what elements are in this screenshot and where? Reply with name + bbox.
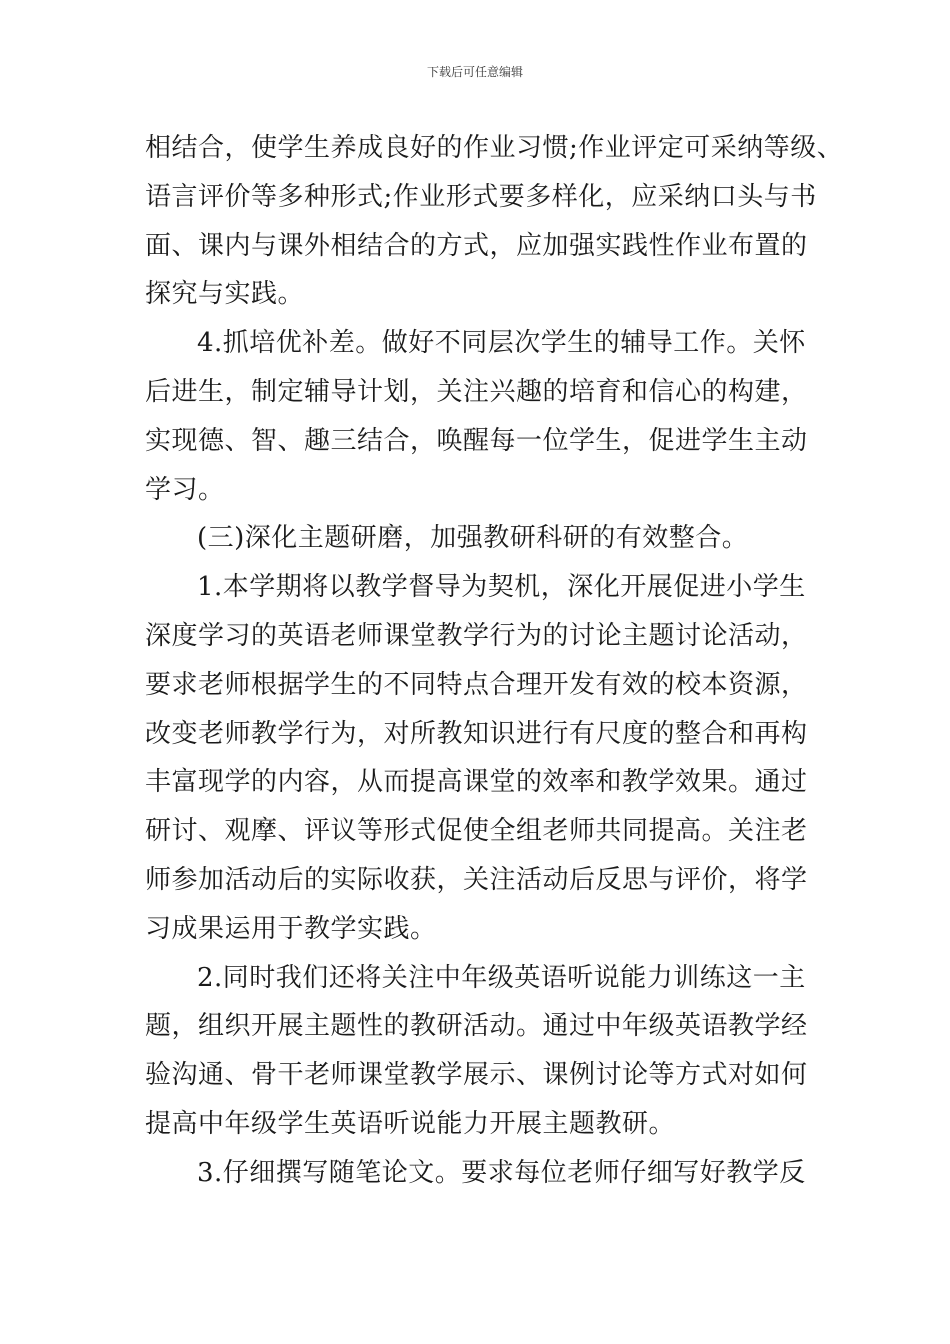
- paragraph-item-1: [145, 563, 810, 953]
- text-line: 实现德、智、趣三结合，唤醒每一位学生，促进学生主动: [145, 425, 808, 456]
- text-line: 学习。: [145, 474, 225, 505]
- text-line: 研讨、观摩、评议等形式促使全组老师共同提高。关注老: [145, 816, 808, 847]
- text-line: 深度学习的英语老师课堂教学行为的讨论主题讨论活动，: [145, 620, 808, 651]
- paragraph-item-4: [145, 319, 810, 514]
- text-line: 语言评价等多种形式;作业形式要多样化，应采纳口头与书: [145, 181, 817, 212]
- text-line: 提高中年级学生英语听说能力开展主题教研。: [145, 1108, 676, 1139]
- section-heading-3: [145, 514, 810, 563]
- text-line: 面、课内与课外相结合的方式，应加强实践性作业布置的: [145, 230, 808, 261]
- text-line: 验沟通、骨干老师课堂教学展示、课例讨论等方式对如何: [145, 1060, 808, 1091]
- text-line: 要求老师根据学生的不同特点合理开发有效的校本资源，: [145, 669, 808, 700]
- paragraph-item-3: [145, 1149, 810, 1198]
- text-line: 改变老师教学行为，对所教知识进行有尺度的整合和再构: [145, 718, 808, 749]
- text-line: 后进生，制定辅导计划，关注兴趣的培育和信心的构建，: [145, 376, 808, 407]
- text-line: 相结合，使学生养成良好的作业习惯;作业评定可采纳等级、: [145, 133, 844, 163]
- paragraph-homework-continued: [145, 124, 844, 319]
- page-header: 下载后可任意编辑: [426, 65, 523, 79]
- text-line: 探究与实践。: [145, 279, 305, 310]
- document-body: [145, 124, 844, 1198]
- text-line: 丰富现学的内容，从而提高课堂的效率和教学效果。通过: [145, 767, 808, 798]
- text-line: (三)深化主题研磨，加强教研科研的有效整合。: [197, 523, 749, 554]
- text-line: 师参加活动后的实际收获，关注活动后反思与评价，将学: [145, 864, 808, 895]
- text-line: 1.本学期将以教学督导为契机，深化开展促进小学生: [197, 572, 806, 603]
- text-line: 题，组织开展主题性的教研活动。通过中年级英语教学经: [145, 1011, 808, 1042]
- text-line: 习成果运用于教学实践。: [145, 913, 437, 944]
- text-line: 3.仔细撰写随笔论文。要求每位老师仔细写好教学反: [197, 1157, 806, 1188]
- text-line: 2.同时我们还将关注中年级英语听说能力训练这一主: [197, 962, 806, 993]
- text-line: 4.抓培优补差。做好不同层次学生的辅导工作。关怀: [197, 328, 806, 359]
- paragraph-item-2: [145, 954, 810, 1149]
